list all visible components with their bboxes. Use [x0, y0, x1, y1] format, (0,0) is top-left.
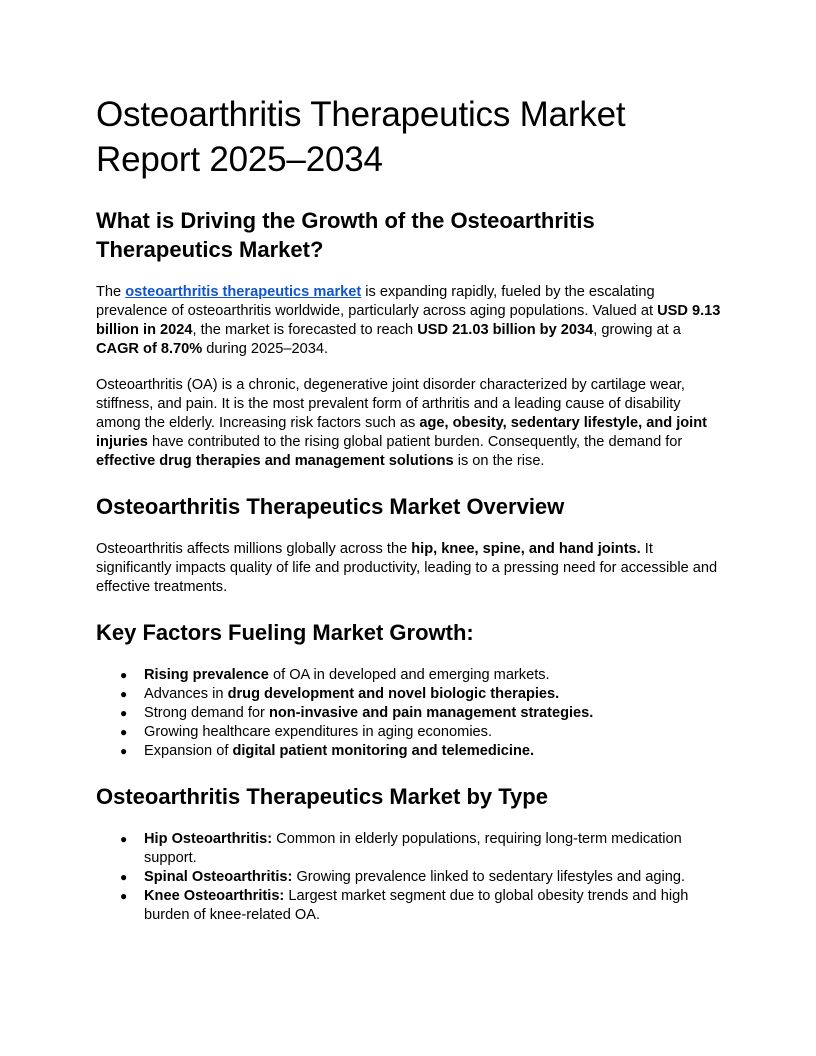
key-factors-list — [96, 666, 724, 761]
text-run: It significantly impacts quality of life and productivity, leading to a pressing need for accessible and effective treatments. — [96, 541, 718, 595]
list-item — [96, 685, 724, 704]
section-heading-overview: Osteoarthritis Therapeutics Market Overview — [96, 494, 565, 519]
affected-joints: hip, knee, spine, and hand joints. — [411, 541, 641, 557]
market-type-list — [96, 830, 724, 925]
therapy-demand: effective drug therapies and management solutions — [96, 453, 454, 469]
list-item — [96, 704, 724, 723]
document-page — [96, 92, 724, 942]
list-item — [96, 723, 724, 742]
text-run: Advances in — [144, 686, 228, 702]
oa-description-paragraph — [96, 376, 724, 471]
text-run: , the market is forecasted to reach — [192, 322, 418, 338]
section-heading-by-type: Osteoarthritis Therapeutics Market by Type — [96, 784, 548, 809]
text-run: during 2025–2034. — [202, 341, 329, 357]
overview-paragraph — [96, 540, 724, 597]
text-run: Expansion of — [144, 743, 233, 759]
cagr-value: CAGR of 8.70% — [96, 341, 203, 357]
text-run: of OA in developed and emerging markets. — [268, 667, 550, 683]
bullet-icon: ● — [120, 832, 128, 846]
market-value-2024: USD 9.13 billion in 2024 — [96, 303, 721, 338]
list-item — [96, 887, 724, 925]
text-run: Osteoarthritis (OA) is a chronic, degenerative joint disorder characterized by cartilage wear, stiffness, and pain. It is the most prevalent form of arthritis and a leading cause of disability among the elderly. Increasing risk factors such as — [96, 377, 685, 431]
type-label: Hip Osteoarthritis: — [144, 831, 273, 847]
text-run: Largest market segment due to global obesity trends and high burden of knee-related OA. — [144, 888, 689, 923]
text-run: Osteoarthritis affects millions globally across the — [96, 541, 412, 557]
text-run-bold: digital patient monitoring and telemedicine. — [232, 743, 535, 759]
text-run: The — [96, 284, 126, 300]
bullet-icon: ● — [120, 744, 128, 758]
list-item — [96, 868, 724, 887]
list-item — [96, 742, 724, 761]
bullet-icon: ● — [120, 889, 128, 903]
section-heading-growth-drivers: What is Driving the Growth of the Osteoarthritis Therapeutics Market? — [96, 208, 595, 262]
market-report-link[interactable]: osteoarthritis therapeutics market — [125, 284, 362, 300]
type-label: Knee Osteoarthritis: — [144, 888, 285, 904]
text-run: Strong demand for — [144, 705, 269, 721]
text-run: , growing at a — [593, 322, 681, 338]
list-item — [96, 830, 724, 868]
text-run-bold: Rising prevalence — [144, 667, 269, 683]
bullet-icon: ● — [120, 725, 128, 739]
bullet-icon: ● — [120, 706, 128, 720]
type-label: Spinal Osteoarthritis: — [144, 869, 293, 885]
bullet-icon: ● — [120, 687, 128, 701]
market-value-2034: USD 21.03 billion by 2034 — [417, 322, 594, 338]
text-run: is on the rise. — [453, 453, 545, 469]
bullet-icon: ● — [120, 668, 128, 682]
risk-factors: age, obesity, sedentary lifestyle, and joint injuries — [96, 415, 708, 450]
text-run: is expanding rapidly, fueled by the escalating prevalence of osteoarthritis worldwide, particularly across aging populations. Valued at — [96, 284, 658, 319]
text-run-bold: non-invasive and pain management strategies. — [268, 705, 594, 721]
text-run: Growing prevalence linked to sedentary lifestyles and aging. — [292, 869, 686, 885]
section-heading-key-factors: Key Factors Fueling Market Growth: — [96, 620, 474, 645]
bullet-icon: ● — [120, 870, 128, 884]
list-item — [96, 666, 724, 685]
page-title: Osteoarthritis Therapeutics Market Report 2025–2034 — [96, 95, 626, 179]
intro-paragraph — [96, 283, 724, 359]
text-run: Growing healthcare expenditures in aging economies. — [144, 724, 493, 740]
text-run: Common in elderly populations, requiring long-term medication support. — [144, 831, 682, 866]
text-run-bold: drug development and novel biologic therapies. — [227, 686, 560, 702]
text-run: have contributed to the rising global patient burden. Consequently, the demand for — [147, 434, 683, 450]
